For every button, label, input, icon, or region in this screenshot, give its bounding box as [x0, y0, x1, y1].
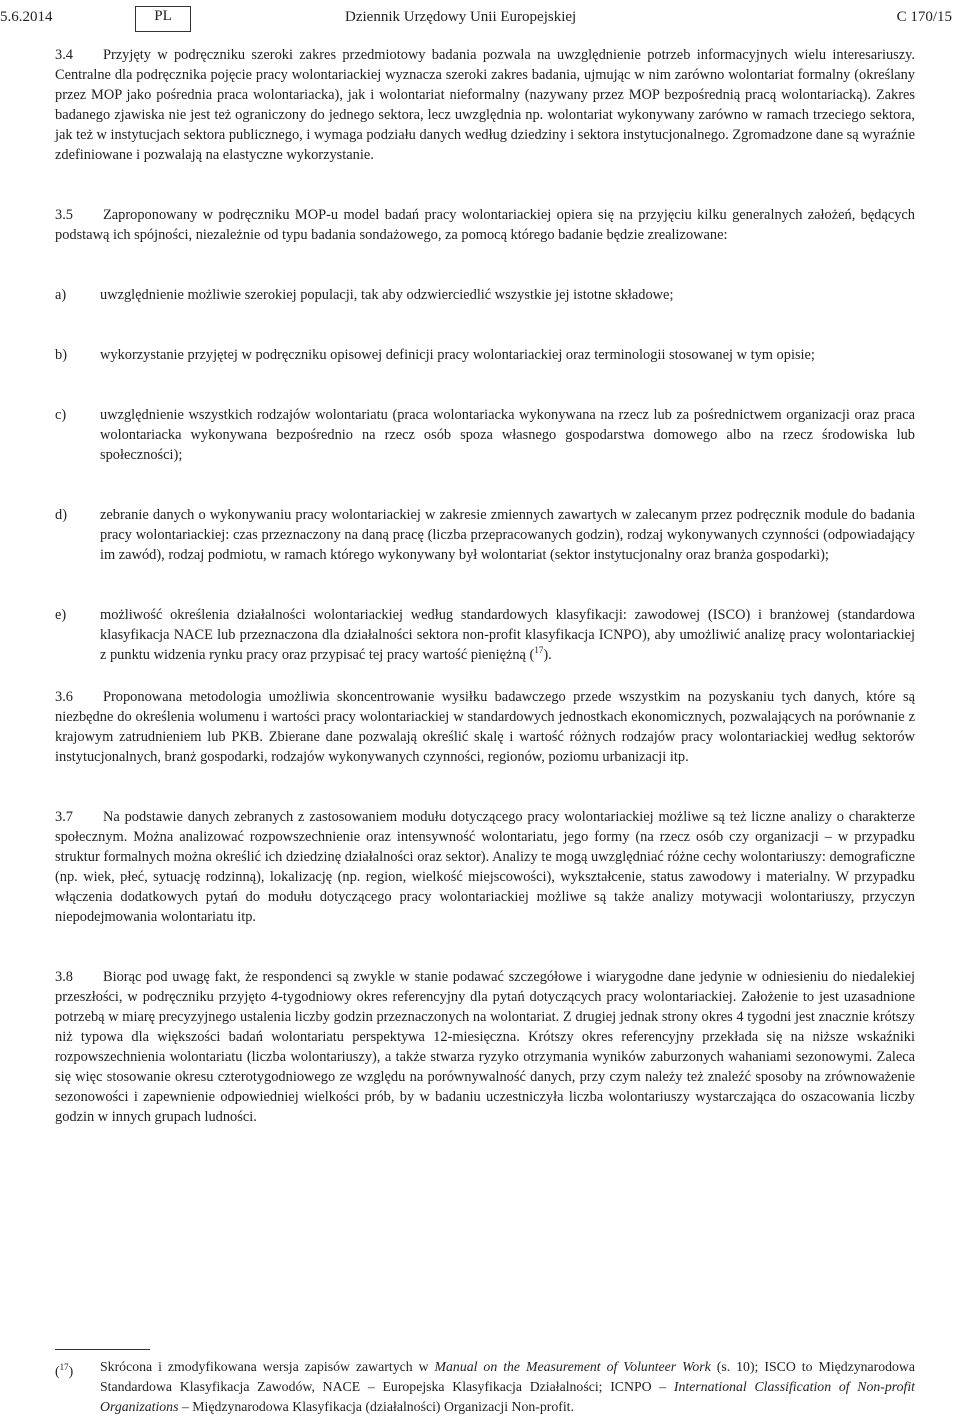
footnote-reference-link[interactable]: 17: [534, 645, 544, 656]
paragraph-number: 3.4: [55, 47, 73, 63]
list-item-b: [55, 345, 915, 365]
paragraph-number: 3.8: [55, 969, 73, 985]
list-item-text-tail: ).: [543, 647, 552, 663]
footnote-text-part: – Międzynarodowa Klasyfikacja (działalności) Organizacji Non-profit.: [178, 1399, 574, 1414]
list-item-text: uwzględnienie możliwie szerokiej populacji, tak aby odzwierciedlić wszystkie jej istotne składowe;: [100, 287, 674, 303]
list-item-label: b): [55, 347, 67, 363]
journal-reference: C 170/15: [896, 9, 952, 25]
footnote-classification-title: International Classification of Non-profit Organizations: [100, 1379, 916, 1414]
list-item-label: d): [55, 507, 67, 523]
footnote-open-paren: (: [55, 1363, 60, 1379]
list-item-text: możliwość określenia działalności wolontariackiej według standardowych klasyfikacji: zawodowej (ISCO) i branżowej (standardowa klasyfikacja NACE lub przeznaczona dla działalności sektora non-profit klasyfikacja ICNPO), aby umożliwić analizę pracy wolontariackiej z punktu widzenia rynku pracy oraz przypisać tej pracy wartość pieniężną (: [100, 607, 915, 663]
paragraph-number: 3.5: [55, 207, 73, 223]
footnote-text-part: Skrócona i zmodyfikowana wersja zapisów zawartych w: [100, 1359, 435, 1374]
list-item-text: uwzględnienie wszystkich rodzajów wolontariatu (praca wolontariacka wykonywana na rzecz lub za pośrednictwem organizacji oraz praca wolontariacka wykonywana bezpośrednio na rzecz osób spoza własnego gospodarstwa domowego albo na rzecz środowiska lub społeczności);: [100, 407, 915, 463]
list-item-label: c): [55, 407, 67, 423]
paragraph-number: 3.7: [55, 809, 73, 825]
paragraph-3-8: [55, 967, 915, 1127]
footnote-text-part: (s. 10); ISCO to Międzynarodowa Standardowa Klasyfikacja Zawodów, NACE – Europejska Klasyfikacja Działalności; ICNPO –: [100, 1359, 916, 1394]
paragraph-text: Proponowana metodologia umożliwia skoncentrowanie wysiłku badawczego przede wszystkim na pozyskaniu tych danych, które są niezbędne do określenia wolumenu i wartości pracy wolontariackiej w standardowych jednostkach ekonomicznych, pozwalających na porównanie z krajowym zatrudnieniem lub PKB. Zbierane dane pozwalają określić skalę i wartość różnych rodzajów pracy wolontariackiej według sektorów instytucjonalnych, branż gospodarki, rodzajów wykonywanych czynności, regionów, poziomu urbanizacji itp.: [55, 689, 915, 765]
list-item-text: zebranie danych o wykonywaniu pracy wolontariackiej w zakresie zmiennych zawartych w zalecanym przez podręcznik module do badania pracy wolontariackiej: czas przeznaczony na daną pracę (liczba przepracowanych godzin), rodzaj wykonywanych czynności (odpowiadający im zawód), rodzaj podmiotu, w ramach którego wykonywany był wolontariat (sektor instytucjonalny oraz branża gospodarki);: [100, 507, 915, 563]
paragraph-number: 3.6: [55, 689, 73, 705]
paragraph-3-6: [55, 687, 915, 767]
list-item-label: e): [55, 607, 67, 623]
list-item-text: wykorzystanie przyjętej w podręczniku opisowej definicji pracy wolontariackiej oraz terminologii stosowanej w tym opisie;: [100, 347, 815, 363]
paragraph-text: Przyjęty w podręczniku szeroki zakres przedmiotowy badania pozwala na uwzględnienie potrzeb informacyjnych wielu interesariuszy. Centralne dla podręcznika pojęcie pracy wolontariackiej wyznacza szeroki zakres badania, ujmując w nim zarówno wolontariat formalny (określany przez MOP jako pośrednia praca wolontariacka), jak i wolontariat nieformalny (nazywany przez MOP bezpośrednią pracą wolontariacką). Zakres badanego zjawiska nie jest też ograniczony do jednego sektora, lecz uwzględnia np. wolontariat wykonywany zarówno w ramach trzeciego sektora, jak też w instytucjach sektora publicznego, i wymaga podziału danych według dziedziny i sektora instytucjonalnego. Zgromadzone dane są wyraźnie zdefiniowane i pozwalają na elastyczne wykorzystanie.: [55, 47, 915, 163]
list-item-c: [55, 405, 915, 465]
footnote-text: [100, 1357, 915, 1417]
document-body: [55, 45, 915, 1127]
publication-date: 5.6.2014: [0, 9, 53, 25]
paragraph-text: Biorąc pod uwagę fakt, że respondenci są zwykle w stanie podawać szczegółowe i wiarygodne dane jedynie w odniesieniu do niedalekiej przeszłości, w podręczniku przyjęto 4-tygodniowy okres referencyjny dla pytań dotyczących pracy wolontariackiej. Założenie to jest uzasadnione potrzebą w miarę precyzyjnego ustalenia liczby godzin przeznaczonych na wolontariat. Z drugiej jednak strony okres 4 tygodni jest znacznie krótszy niż typowa dla większości badań wolontariatu perspektywa 12-miesięczna. Krótszy okres referencyjny przekłada się na niższe wskaźniki rozpowszechnienia wolontariatu (liczba wolontariuszy), a także stwarza ryzyko otrzymania wyników zaburzonych wahaniami sezonowymi. Zaleca się więc stosowanie okresu czterotygodniowego ze względu na porównywalność danych, przy czym należy też znaleźć sposoby na zrównoważenie sezonowości i zapewnienie odpowiedniej wielkości prób, by w badaniu uczestniczyła liczba wolontariuszy wystarczająca do oszacowania liczby godzin w innych grupach ludności.: [55, 969, 915, 1125]
paragraph-3-7: [55, 807, 915, 927]
paragraph-3-4: [55, 45, 915, 165]
paragraph-text: Na podstawie danych zebranych z zastosowaniem modułu dotyczącego pracy wolontariackiej możliwe są też liczne analizy o charakterze społecznym. Można analizować rozpowszechnienie oraz intensywność wolontariatu, jego formy (na rzecz osób czy organizacji – w przypadku struktur formalnych można określić ich dziedzinę działalności oraz sektor). Analizy te mogą uwzględniać różne cechy wolontariuszy: demograficzne (np. wiek, płeć, sytuację rodzinną), lokalizację (np. region, wielkość miejscowości), wykształcenie, status zawodowy i materialny. W przypadku włączenia dodatkowych pytań do modułu dotyczącego pracy wolontariackiej możliwe są także analizy motywacji wolontariuszy, przyczyn niepodejmowania wolontariatu itp.: [55, 809, 915, 925]
list-item-e: [55, 605, 915, 665]
footnote-number-value: 17: [59, 1362, 69, 1372]
footnote-close-paren: ): [68, 1363, 74, 1379]
footnote-17: [55, 1357, 915, 1417]
footnote-source-title: Manual on the Measurement of Volunteer Work: [434, 1359, 711, 1374]
paragraph-text: Zaproponowany w podręczniku MOP-u model badań pracy wolontariackiej opiera się na przyjęciu kilku generalnych założeń, będących podstawą ich spójności, niezależnie od typu badania sondażowego, za pomocą którego badanie będzie zrealizowane:: [55, 207, 915, 243]
page-header: [0, 6, 960, 34]
list-item-d: [55, 505, 915, 565]
journal-title: Dziennik Urzędowy Unii Europejskiej: [345, 9, 577, 25]
list-item-a: [55, 285, 915, 305]
footnote-separator: [55, 1349, 150, 1350]
list-item-label: a): [55, 287, 67, 303]
language-code-box: PL: [135, 6, 191, 32]
footnote-number: [55, 1357, 73, 1382]
paragraph-3-5: [55, 205, 915, 245]
